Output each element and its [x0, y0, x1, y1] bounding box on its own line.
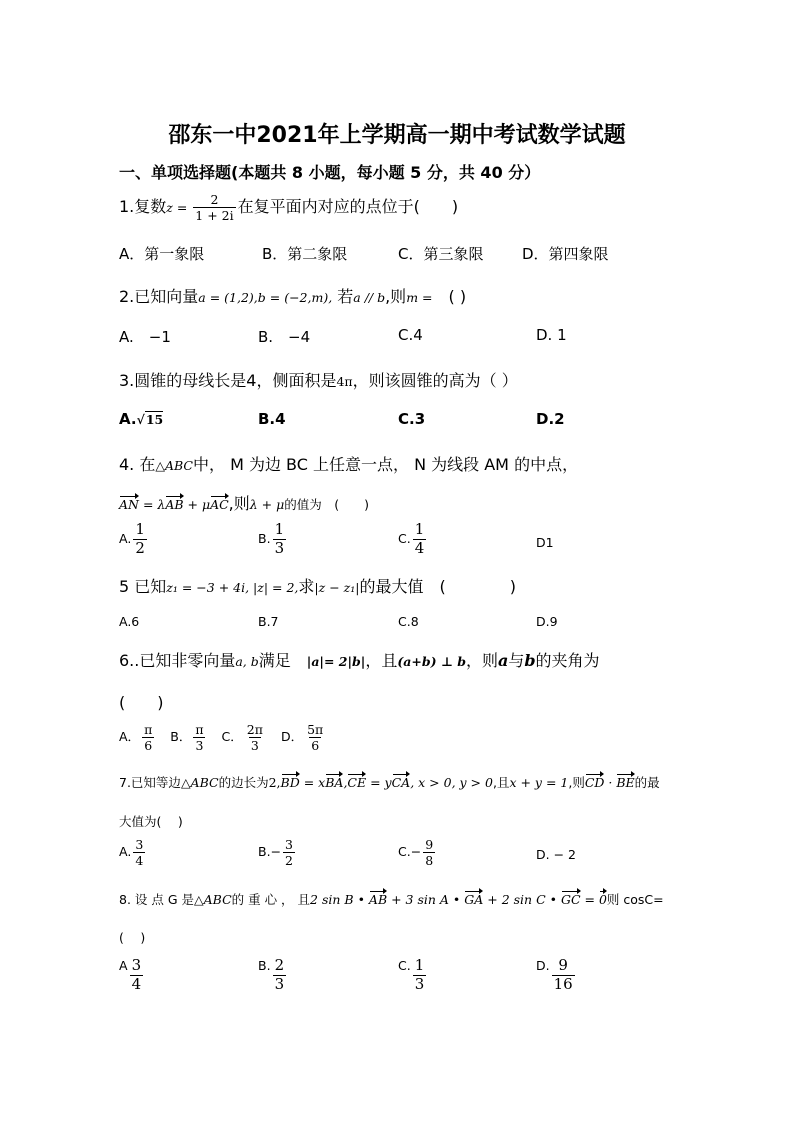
q7-option-c: C.− $\frac{9}{8}$ [398, 837, 434, 869]
question-2: 2.已知向量a = (1,2),b = (−2,m), 若a // b,则m = ( ) [119, 287, 467, 306]
q1-prefix: 1.复数 [119, 197, 167, 217]
q2-option-d: D. 1 [536, 326, 567, 344]
q6-options: A． $\frac{\pi}{6}$ B． $\frac{\pi}{3}$ C． $\frac{2\pi}{3}$ D． $\frac{5\pi}{6}$ [119, 722, 324, 754]
question-1: 1.复数z = $\frac{2}{1 + 2i}$ 在复平面内对应的点位于( ) [119, 192, 459, 224]
q2-option-b: B. −4 [258, 328, 311, 346]
q1-option-d: D．第四象限 [522, 245, 609, 263]
q4-option-b: B. $\frac{1}{3}$ [258, 520, 285, 557]
q4-option-c: C. $\frac{1}{4}$ [398, 520, 425, 557]
q7-option-b: B.− $\frac{3}{2}$ [258, 837, 293, 869]
q1-fraction: $\frac{2}{1 + 2i}$ [195, 192, 234, 224]
question-5: 5 已知z₁ = −3 + 4i, |z| = 2,求|z − z₁|的最大值 ( ) [119, 577, 516, 596]
q2-option-a: A. −1 [119, 328, 171, 346]
question-4-line-2: AN = λAB + μAC,则λ + μ的值为 ( ) [119, 494, 369, 513]
q5-option-b: B.7 [258, 614, 279, 629]
q8-option-c: C. $\frac{1}{3}$ [398, 956, 425, 993]
q8-option-b: B. $\frac{2}{3}$ [258, 956, 285, 993]
q5-option-a: A.6 [119, 614, 140, 629]
q7-option-d: D. − 2 [536, 847, 576, 862]
q3-option-c: C.3 [398, 410, 426, 428]
question-3: 3.圆锥的母线长是4，侧面积是4π，则该圆锥的高为（ ） [119, 371, 518, 390]
q7-option-a: A. $\frac{3}{4}$ [119, 837, 144, 869]
question-4-line-1: 4. 在△ABC中， M 为边 BC 上任意一点， N 为线段 AM 的中点， [119, 455, 579, 474]
question-6: 6..已知非零向量a, b满足 |a|= 2|b|，且(a+b) ⊥ b，则a与b的夹角为 [119, 651, 600, 670]
q5-option-d: D.9 [536, 614, 558, 629]
q3-option-d: D.2 [536, 410, 565, 428]
q5-option-c: C.8 [398, 614, 419, 629]
page-title: 邵东一中2021年上学期高一期中考试数学试题 [168, 123, 626, 148]
q1-option-b: B．第二象限 [262, 245, 348, 263]
q3-option-a: A.√15 [119, 410, 164, 428]
q4-option-a: A. $\frac{1}{2}$ [119, 520, 145, 557]
q8-option-d: D. $\frac{9}{16}$ [536, 956, 573, 993]
q3-option-b: B.4 [258, 410, 286, 428]
section-heading: 一、单项选择题(本题共 8 小题，每小题 5 分，共 40 分） [119, 163, 541, 182]
q4-option-d: D1 [536, 535, 554, 550]
q2-option-c: C.4 [398, 326, 423, 344]
q1-option-a: A．第一象限 [119, 245, 205, 263]
question-7-line-2: 大值为( ) [119, 814, 183, 829]
question-7-line-1: 7.已知等边△ABC的边长为2,BD = xBA,CE = yCA, x > 0, y > 0,且x + y = 1,则CD · BE的最 [119, 775, 660, 790]
q6-blank: ( ) [119, 693, 164, 712]
question-8: 8. 设 点 G 是△ABC的 重 心 ， 且2 sin B • AB + 3 sin A • GA + 2 sin C • GC = 0则 cosC= [119, 892, 664, 907]
q8-blank: ( ) [119, 930, 146, 945]
q1-option-c: C．第三象限 [398, 245, 484, 263]
q8-option-a: A $\frac{3}{4}$ [119, 956, 142, 993]
